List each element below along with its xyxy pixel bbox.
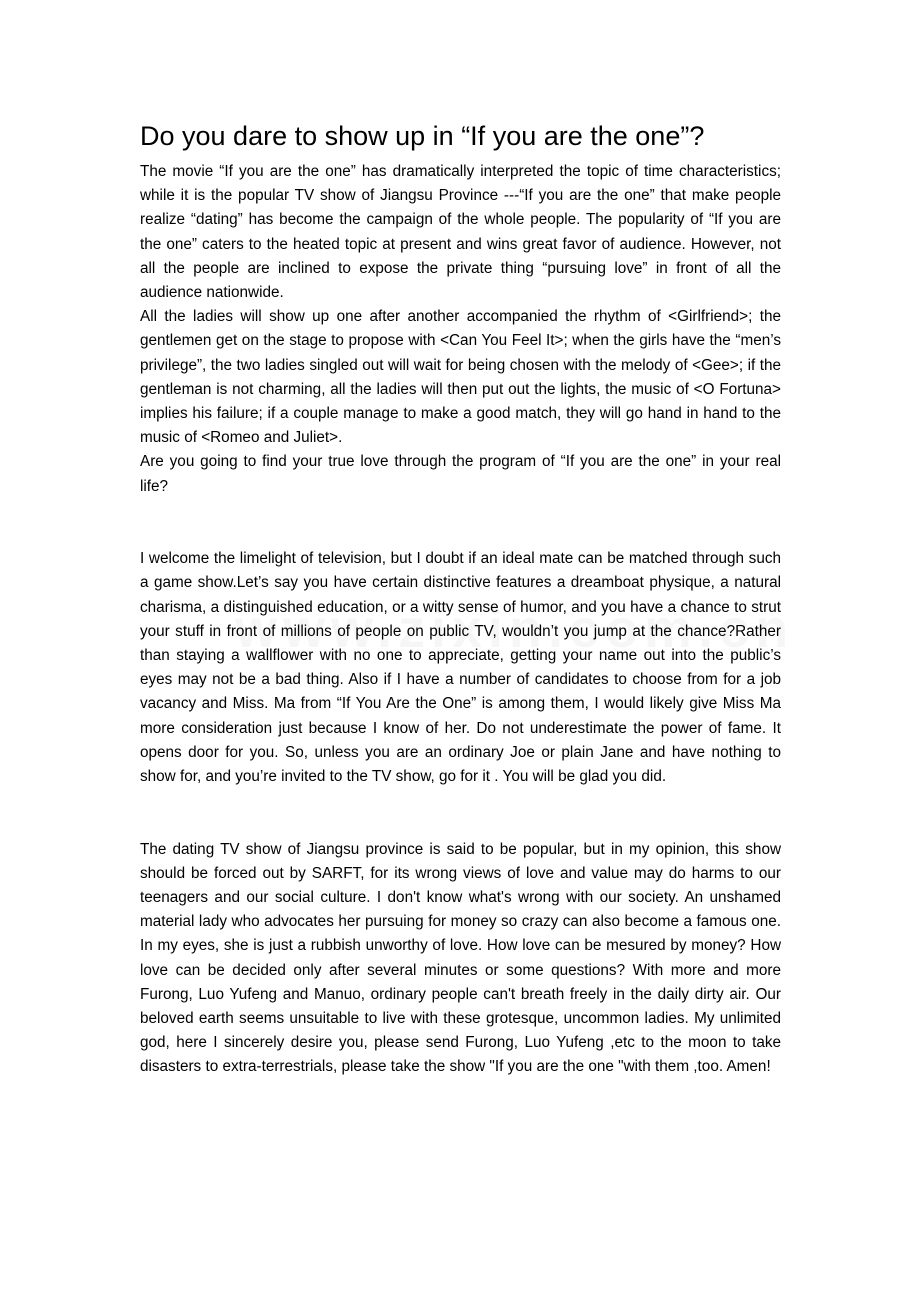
- intro-paragraph-1: The movie “If you are the one” has dramatically interpreted the topic of time characteristics; while it is the popular TV show of Jiangsu Province ---“If you are the one” that make people realize “dating” has become the campaign of the whole people. The popularity of “If you are the one” caters to the heated topic at present and wins great favor of audience. However, not all the people are inclined to expose the private thing “pursuing love” in front of all the audience nationwide.: [140, 163, 781, 302]
- opinion-paragraph-2: The dating TV show of Jiangsu province is said to be popular, but in my opinion, this show should be forced out by SARFT, for its wrong views of love and value may do harms to our teenagers and our social culture. I don't know what's wrong with our society. An unshamed material lady who advocates her pursuing for money so crazy can also become a famous one. In my eyes, she is just a rubbish unworthy of love. How love can be mesured by money? How love can be decided only after several minutes or some questions? With more and more Furong, Luo Yufeng and Manuo, ordinary people can't breath freely in the daily dirty air. Our beloved earth seems unsuitable to live with these grotesque, uncommon ladies. My unlimited god, here I sincerely desire you, please send Furong, Luo Yufeng ,etc to the moon to take disasters to extra-terrestrials, please take the show "If you are the one "with them ,too. Amen!: [140, 840, 781, 1076]
- paragraph-spacer: [140, 499, 781, 547]
- opinion-paragraph-1: I welcome the limelight of television, but I doubt if an ideal mate can be matched through such a game show.Let’s say you have certain distinctive features a dreamboat physique, a natural charisma, a distinguished education, or a witty sense of humor, and you have a chance to strut your stuff in front of millions of people on public TV, wouldn’t you jump at the chance?Rather than staying a wallflower with no one to appreciate, getting your name out into the public’s eyes may not be a bad thing. Also if I have a number of candidates to choose from for a job vacancy and Miss. Ma from “If You Are the One” is among them, I would likely give Miss Ma more consideration just because I know of her. Do not underestimate the power of fame. It opens door for you. So, unless you are an ordinary Joe or plain Jane and have nothing to show for, and you’re invited to the TV show, go for it . You will be glad you did.: [140, 550, 781, 786]
- document-body: [140, 116, 781, 1080]
- intro-paragraph-2: All the ladies will show up one after another accompanied the rhythm of <Girlfriend>; the gentlemen get on the stage to propose with <Can You Feel It>; when the girls have the “men’s privilege”, the two ladies singled out will wait for being chosen with the melody of <Gee>; if the gentleman is not charming, all the ladies will then put out the lights, the music of <O Fortuna> implies his failure; if a couple manage to make a good match, they will go hand in hand to the music of <Romeo and Juliet>.: [140, 308, 781, 447]
- intro-paragraph-3: Are you going to find your true love through the program of “If you are the one” in your real life?: [140, 453, 781, 495]
- paragraph-spacer: [140, 789, 781, 837]
- document-title: Do you dare to show up in “If you are the one”?: [140, 121, 705, 151]
